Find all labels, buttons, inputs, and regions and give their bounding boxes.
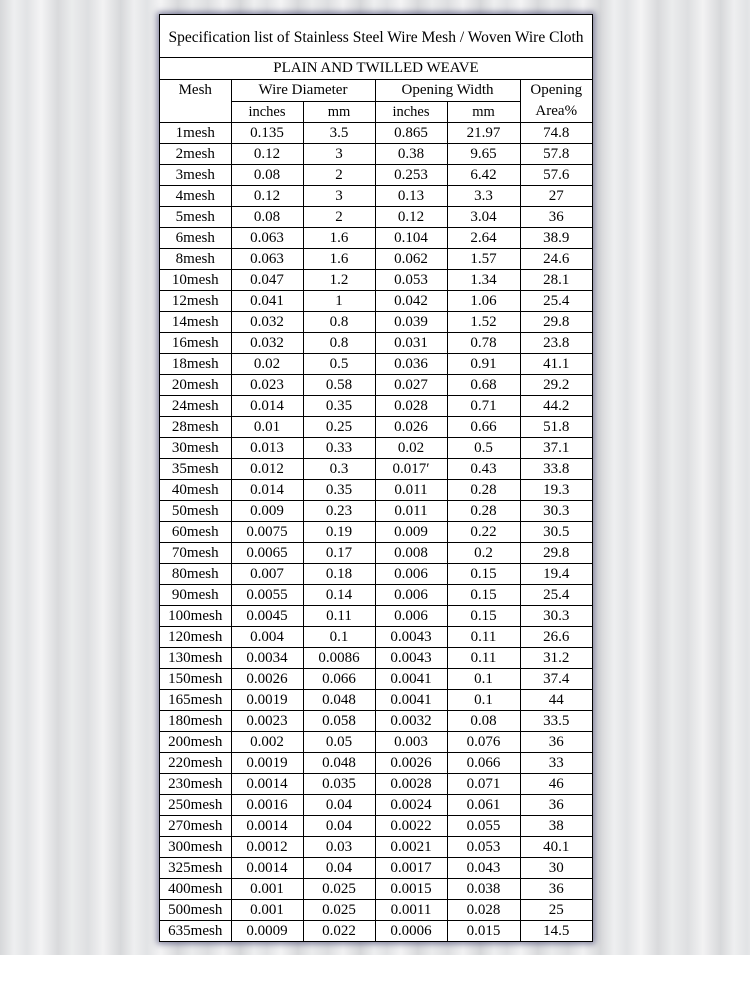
wire-diameter-inches-cell: 0.0065	[231, 543, 303, 564]
table-row	[160, 564, 592, 585]
table-row	[160, 858, 592, 879]
wire-diameter-mm-cell: 0.048	[303, 753, 375, 774]
wire-diameter-mm-cell: 2	[303, 165, 375, 186]
opening-width-inches-cell: 0.031	[375, 333, 447, 354]
wire-diameter-mm-cell: 0.3	[303, 459, 375, 480]
wire-diameter-mm-cell: 0.14	[303, 585, 375, 606]
opening-width-inches-cell: 0.006	[375, 585, 447, 606]
wire-diameter-inches-cell: 0.12	[231, 144, 303, 165]
opening-area-cell: 19.3	[520, 480, 592, 501]
opening-area-cell: 74.8	[520, 123, 592, 144]
wire-diameter-mm-cell: 0.35	[303, 480, 375, 501]
opening-width-inches-cell: 0.0021	[375, 837, 447, 858]
opening-area-cell: 25	[520, 900, 592, 921]
wire-diameter-inches-cell: 0.032	[231, 312, 303, 333]
opening-width-inches-header: inches	[375, 102, 447, 123]
opening-width-mm-cell: 2.64	[447, 228, 520, 249]
opening-area-cell: 38.9	[520, 228, 592, 249]
opening-width-mm-cell: 1.06	[447, 291, 520, 312]
spec-table	[160, 58, 592, 941]
wire-diameter-inches-cell: 0.0026	[231, 669, 303, 690]
table-row	[160, 270, 592, 291]
opening-area-cell: 36	[520, 732, 592, 753]
mesh-cell: 150mesh	[160, 669, 231, 690]
opening-area-cell: 30.3	[520, 501, 592, 522]
table-row	[160, 648, 592, 669]
opening-width-inches-cell: 0.011	[375, 480, 447, 501]
wire-diameter-mm-cell: 0.04	[303, 858, 375, 879]
wire-diameter-inches-cell: 0.012	[231, 459, 303, 480]
opening-area-cell: 37.1	[520, 438, 592, 459]
opening-width-mm-cell: 0.15	[447, 606, 520, 627]
wire-diameter-mm-cell: 0.33	[303, 438, 375, 459]
opening-width-mm-cell: 0.71	[447, 396, 520, 417]
opening-width-mm-cell: 0.11	[447, 627, 520, 648]
mesh-cell: 130mesh	[160, 648, 231, 669]
opening-width-inches-cell: 0.253	[375, 165, 447, 186]
table-row	[160, 627, 592, 648]
opening-area-cell: 30	[520, 858, 592, 879]
opening-width-inches-cell: 0.0024	[375, 795, 447, 816]
mesh-cell: 100mesh	[160, 606, 231, 627]
opening-width-mm-cell: 0.28	[447, 501, 520, 522]
wire-diameter-inches-cell: 0.0014	[231, 816, 303, 837]
page-bottom-band	[0, 955, 750, 986]
opening-width-inches-cell: 0.0011	[375, 900, 447, 921]
wire-diameter-mm-cell: 3.5	[303, 123, 375, 144]
opening-width-mm-cell: 0.071	[447, 774, 520, 795]
opening-width-mm-cell: 0.1	[447, 690, 520, 711]
opening-width-inches-cell: 0.0032	[375, 711, 447, 732]
table-row	[160, 837, 592, 858]
opening-width-inches-cell: 0.027	[375, 375, 447, 396]
opening-width-mm-header: mm	[447, 102, 520, 123]
opening-width-inches-cell: 0.12	[375, 207, 447, 228]
opening-width-mm-cell: 0.028	[447, 900, 520, 921]
wire-diameter-inches-cell: 0.12	[231, 186, 303, 207]
mesh-cell: 180mesh	[160, 711, 231, 732]
mesh-cell: 80mesh	[160, 564, 231, 585]
opening-width-mm-cell: 1.34	[447, 270, 520, 291]
opening-width-inches-cell: 0.008	[375, 543, 447, 564]
opening-width-mm-cell: 0.043	[447, 858, 520, 879]
opening-width-mm-cell: 0.038	[447, 879, 520, 900]
mesh-column-header: Mesh	[160, 80, 231, 123]
opening-width-mm-cell: 0.11	[447, 648, 520, 669]
wire-diameter-mm-cell: 0.03	[303, 837, 375, 858]
wire-diameter-inches-cell: 0.063	[231, 249, 303, 270]
mesh-cell: 220mesh	[160, 753, 231, 774]
table-row	[160, 186, 592, 207]
opening-width-mm-cell: 0.28	[447, 480, 520, 501]
wire-diameter-inches-cell: 0.135	[231, 123, 303, 144]
wire-diameter-mm-cell: 0.8	[303, 312, 375, 333]
opening-width-inches-cell: 0.865	[375, 123, 447, 144]
opening-width-mm-cell: 0.053	[447, 837, 520, 858]
opening-area-cell: 29.2	[520, 375, 592, 396]
opening-width-header: Opening Width	[375, 80, 520, 102]
mesh-cell: 28mesh	[160, 417, 231, 438]
weave-type-header: PLAIN AND TWILLED WEAVE	[160, 58, 592, 80]
opening-width-mm-cell: 0.1	[447, 669, 520, 690]
opening-width-mm-cell: 0.5	[447, 438, 520, 459]
opening-width-mm-cell: 9.65	[447, 144, 520, 165]
opening-width-mm-cell: 0.15	[447, 585, 520, 606]
mesh-cell: 24mesh	[160, 396, 231, 417]
mesh-cell: 120mesh	[160, 627, 231, 648]
opening-area-header	[520, 80, 592, 123]
table-row	[160, 711, 592, 732]
opening-width-inches-cell: 0.38	[375, 144, 447, 165]
wire-diameter-mm-cell: 0.04	[303, 795, 375, 816]
opening-area-cell: 25.4	[520, 291, 592, 312]
table-row	[160, 417, 592, 438]
wire-diameter-inches-cell: 0.0014	[231, 858, 303, 879]
table-row	[160, 459, 592, 480]
opening-width-inches-cell: 0.0015	[375, 879, 447, 900]
mesh-cell: 20mesh	[160, 375, 231, 396]
wire-diameter-inches-cell: 0.0023	[231, 711, 303, 732]
opening-width-mm-cell: 0.22	[447, 522, 520, 543]
wire-diameter-mm-cell: 0.35	[303, 396, 375, 417]
opening-area-cell: 38	[520, 816, 592, 837]
opening-width-mm-cell: 0.91	[447, 354, 520, 375]
opening-area-cell: 26.6	[520, 627, 592, 648]
opening-area-cell: 30.3	[520, 606, 592, 627]
table-header	[160, 58, 592, 123]
wire-diameter-mm-cell: 1	[303, 291, 375, 312]
opening-width-inches-cell: 0.036	[375, 354, 447, 375]
wire-diameter-inches-cell: 0.063	[231, 228, 303, 249]
wire-diameter-mm-cell: 0.58	[303, 375, 375, 396]
wire-diameter-inches-cell: 0.013	[231, 438, 303, 459]
wire-diameter-inches-cell: 0.004	[231, 627, 303, 648]
mesh-cell: 270mesh	[160, 816, 231, 837]
opening-area-cell: 28.1	[520, 270, 592, 291]
mesh-cell: 30mesh	[160, 438, 231, 459]
wire-diameter-mm-cell: 1.6	[303, 249, 375, 270]
wire-diameter-inches-cell: 0.08	[231, 165, 303, 186]
wire-diameter-mm-cell: 0.25	[303, 417, 375, 438]
wire-diameter-mm-cell: 0.1	[303, 627, 375, 648]
opening-area-cell: 30.5	[520, 522, 592, 543]
opening-width-mm-cell: 1.57	[447, 249, 520, 270]
opening-width-inches-cell: 0.017′	[375, 459, 447, 480]
wire-diameter-mm-cell: 0.048	[303, 690, 375, 711]
opening-area-cell: 57.8	[520, 144, 592, 165]
opening-width-inches-cell: 0.0026	[375, 753, 447, 774]
opening-area-cell: 36	[520, 879, 592, 900]
opening-area-cell: 57.6	[520, 165, 592, 186]
opening-width-inches-cell: 0.026	[375, 417, 447, 438]
wire-diameter-mm-cell: 2	[303, 207, 375, 228]
opening-area-header-line1: Opening	[530, 82, 583, 98]
mesh-cell: 635mesh	[160, 921, 231, 942]
mesh-cell: 12mesh	[160, 291, 231, 312]
mesh-cell: 10mesh	[160, 270, 231, 291]
sheet-title: Specification list of Stainless Steel Wire Mesh / Woven Wire Cloth	[160, 15, 592, 58]
wire-diameter-inches-cell: 0.02	[231, 354, 303, 375]
spec-sheet	[159, 14, 593, 942]
opening-width-inches-cell: 0.0017	[375, 858, 447, 879]
wire-diameter-inches-cell: 0.023	[231, 375, 303, 396]
wire-diameter-mm-cell: 0.18	[303, 564, 375, 585]
opening-area-cell: 33.8	[520, 459, 592, 480]
wire-diameter-inches-cell: 0.014	[231, 480, 303, 501]
mesh-cell: 250mesh	[160, 795, 231, 816]
wire-diameter-mm-cell: 0.11	[303, 606, 375, 627]
opening-area-cell: 27	[520, 186, 592, 207]
opening-area-cell: 29.8	[520, 543, 592, 564]
table-row	[160, 438, 592, 459]
opening-width-inches-cell: 0.0041	[375, 690, 447, 711]
opening-area-cell: 19.4	[520, 564, 592, 585]
opening-width-inches-cell: 0.009	[375, 522, 447, 543]
wire-diameter-mm-cell: 0.0086	[303, 648, 375, 669]
wire-diameter-mm-cell: 0.035	[303, 774, 375, 795]
table-row	[160, 312, 592, 333]
opening-width-inches-cell: 0.006	[375, 564, 447, 585]
mesh-cell: 18mesh	[160, 354, 231, 375]
opening-area-cell: 51.8	[520, 417, 592, 438]
opening-width-mm-cell: 0.68	[447, 375, 520, 396]
wire-diameter-mm-cell: 3	[303, 186, 375, 207]
opening-width-mm-cell: 21.97	[447, 123, 520, 144]
opening-area-cell: 36	[520, 795, 592, 816]
wire-diameter-inches-cell: 0.01	[231, 417, 303, 438]
table-row	[160, 249, 592, 270]
opening-area-header-line2: Area%	[535, 103, 578, 119]
opening-area-cell: 23.8	[520, 333, 592, 354]
wire-diameter-inches-cell: 0.032	[231, 333, 303, 354]
wire-diameter-inches-cell: 0.002	[231, 732, 303, 753]
mesh-cell: 35mesh	[160, 459, 231, 480]
opening-area-cell: 25.4	[520, 585, 592, 606]
opening-area-cell: 33	[520, 753, 592, 774]
opening-width-mm-cell: 0.08	[447, 711, 520, 732]
opening-width-inches-cell: 0.02	[375, 438, 447, 459]
mesh-cell: 50mesh	[160, 501, 231, 522]
table-row	[160, 774, 592, 795]
opening-width-mm-cell: 1.52	[447, 312, 520, 333]
wire-diameter-inches-cell: 0.0009	[231, 921, 303, 942]
table-row	[160, 375, 592, 396]
wire-diameter-inches-cell: 0.0045	[231, 606, 303, 627]
table-row	[160, 333, 592, 354]
opening-width-inches-cell: 0.104	[375, 228, 447, 249]
opening-width-mm-cell: 0.78	[447, 333, 520, 354]
table-row	[160, 354, 592, 375]
table-row	[160, 879, 592, 900]
wire-diameter-inches-cell: 0.08	[231, 207, 303, 228]
mesh-cell: 14mesh	[160, 312, 231, 333]
wire-diameter-mm-cell: 1.2	[303, 270, 375, 291]
opening-width-mm-cell: 0.66	[447, 417, 520, 438]
wire-diameter-inches-cell: 0.0014	[231, 774, 303, 795]
wire-diameter-header: Wire Diameter	[231, 80, 375, 102]
table-row	[160, 396, 592, 417]
wire-diameter-inches-cell: 0.0016	[231, 795, 303, 816]
table-row	[160, 585, 592, 606]
opening-width-mm-cell: 0.15	[447, 564, 520, 585]
opening-width-inches-cell: 0.0041	[375, 669, 447, 690]
table-row	[160, 816, 592, 837]
table-row	[160, 228, 592, 249]
wire-diameter-mm-cell: 0.04	[303, 816, 375, 837]
wire-diameter-inches-cell: 0.0019	[231, 753, 303, 774]
wire-diameter-mm-cell: 3	[303, 144, 375, 165]
opening-width-mm-cell: 3.3	[447, 186, 520, 207]
mesh-cell: 3mesh	[160, 165, 231, 186]
opening-area-cell: 37.4	[520, 669, 592, 690]
mesh-cell: 8mesh	[160, 249, 231, 270]
opening-width-inches-cell: 0.0006	[375, 921, 447, 942]
opening-width-inches-cell: 0.011	[375, 501, 447, 522]
wire-diameter-mm-cell: 0.025	[303, 900, 375, 921]
wire-diameter-inches-header: inches	[231, 102, 303, 123]
mesh-cell: 230mesh	[160, 774, 231, 795]
table-row	[160, 543, 592, 564]
opening-width-mm-cell: 0.076	[447, 732, 520, 753]
wire-diameter-inches-cell: 0.001	[231, 879, 303, 900]
opening-area-cell: 44.2	[520, 396, 592, 417]
opening-width-mm-cell: 0.061	[447, 795, 520, 816]
mesh-cell: 5mesh	[160, 207, 231, 228]
opening-area-cell: 14.5	[520, 921, 592, 942]
opening-width-inches-cell: 0.042	[375, 291, 447, 312]
mesh-cell: 6mesh	[160, 228, 231, 249]
wire-diameter-inches-cell: 0.047	[231, 270, 303, 291]
table-row	[160, 669, 592, 690]
mesh-cell: 300mesh	[160, 837, 231, 858]
opening-width-mm-cell: 0.43	[447, 459, 520, 480]
wire-diameter-mm-cell: 0.23	[303, 501, 375, 522]
table-row	[160, 291, 592, 312]
wire-diameter-inches-cell: 0.0019	[231, 690, 303, 711]
wire-diameter-inches-cell: 0.007	[231, 564, 303, 585]
mesh-cell: 500mesh	[160, 900, 231, 921]
opening-width-inches-cell: 0.053	[375, 270, 447, 291]
mesh-cell: 400mesh	[160, 879, 231, 900]
table-row	[160, 753, 592, 774]
wire-diameter-mm-cell: 0.19	[303, 522, 375, 543]
table-row	[160, 732, 592, 753]
wire-diameter-inches-cell: 0.009	[231, 501, 303, 522]
wire-diameter-inches-cell: 0.0012	[231, 837, 303, 858]
opening-width-inches-cell: 0.0028	[375, 774, 447, 795]
opening-width-mm-cell: 0.066	[447, 753, 520, 774]
table-row	[160, 480, 592, 501]
wire-diameter-mm-cell: 0.05	[303, 732, 375, 753]
opening-area-cell: 33.5	[520, 711, 592, 732]
opening-width-inches-cell: 0.0043	[375, 627, 447, 648]
opening-width-inches-cell: 0.13	[375, 186, 447, 207]
mesh-cell: 70mesh	[160, 543, 231, 564]
opening-area-cell: 46	[520, 774, 592, 795]
mesh-cell: 325mesh	[160, 858, 231, 879]
opening-area-cell: 31.2	[520, 648, 592, 669]
opening-area-cell: 36	[520, 207, 592, 228]
table-row	[160, 795, 592, 816]
table-row	[160, 921, 592, 942]
wire-diameter-inches-cell: 0.0055	[231, 585, 303, 606]
wire-diameter-inches-cell: 0.001	[231, 900, 303, 921]
wire-diameter-inches-cell: 0.0034	[231, 648, 303, 669]
wire-diameter-mm-header: mm	[303, 102, 375, 123]
wire-diameter-mm-cell: 0.025	[303, 879, 375, 900]
mesh-cell: 16mesh	[160, 333, 231, 354]
opening-width-inches-cell: 0.006	[375, 606, 447, 627]
wire-diameter-mm-cell: 0.17	[303, 543, 375, 564]
opening-area-cell: 40.1	[520, 837, 592, 858]
table-body	[160, 123, 592, 942]
opening-width-inches-cell: 0.003	[375, 732, 447, 753]
wire-diameter-mm-cell: 0.5	[303, 354, 375, 375]
table-row	[160, 165, 592, 186]
wire-diameter-inches-cell: 0.041	[231, 291, 303, 312]
opening-width-mm-cell: 0.015	[447, 921, 520, 942]
mesh-cell: 60mesh	[160, 522, 231, 543]
mesh-cell: 4mesh	[160, 186, 231, 207]
wire-diameter-inches-cell: 0.0075	[231, 522, 303, 543]
wire-diameter-mm-cell: 0.058	[303, 711, 375, 732]
wire-diameter-mm-cell: 0.022	[303, 921, 375, 942]
opening-width-inches-cell: 0.039	[375, 312, 447, 333]
table-row	[160, 501, 592, 522]
wire-diameter-mm-cell: 1.6	[303, 228, 375, 249]
table-row	[160, 900, 592, 921]
opening-width-mm-cell: 0.055	[447, 816, 520, 837]
opening-width-mm-cell: 3.04	[447, 207, 520, 228]
opening-width-mm-cell: 6.42	[447, 165, 520, 186]
opening-width-inches-cell: 0.0043	[375, 648, 447, 669]
mesh-cell: 200mesh	[160, 732, 231, 753]
table-row	[160, 123, 592, 144]
table-row	[160, 207, 592, 228]
mesh-cell: 2mesh	[160, 144, 231, 165]
table-row	[160, 144, 592, 165]
table-row	[160, 522, 592, 543]
opening-area-cell: 29.8	[520, 312, 592, 333]
opening-area-cell: 41.1	[520, 354, 592, 375]
table-row	[160, 690, 592, 711]
opening-width-mm-cell: 0.2	[447, 543, 520, 564]
mesh-cell: 40mesh	[160, 480, 231, 501]
wire-diameter-inches-cell: 0.014	[231, 396, 303, 417]
opening-area-cell: 44	[520, 690, 592, 711]
opening-width-inches-cell: 0.0022	[375, 816, 447, 837]
wire-diameter-mm-cell: 0.066	[303, 669, 375, 690]
mesh-cell: 90mesh	[160, 585, 231, 606]
opening-width-inches-cell: 0.062	[375, 249, 447, 270]
opening-area-cell: 24.6	[520, 249, 592, 270]
wire-diameter-mm-cell: 0.8	[303, 333, 375, 354]
opening-width-inches-cell: 0.028	[375, 396, 447, 417]
table-row	[160, 606, 592, 627]
mesh-cell: 1mesh	[160, 123, 231, 144]
mesh-cell: 165mesh	[160, 690, 231, 711]
